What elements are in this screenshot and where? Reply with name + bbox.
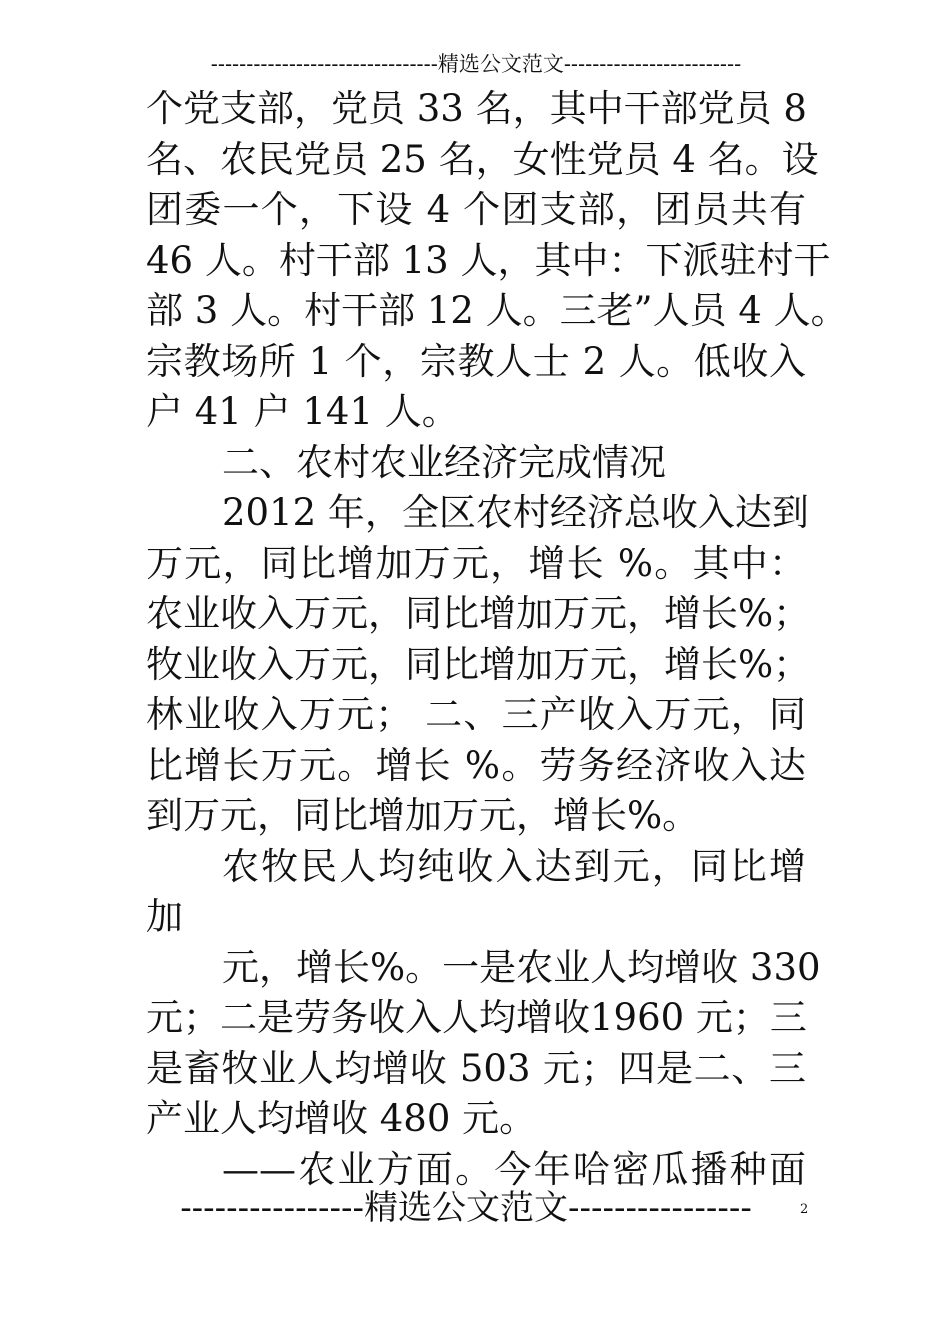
body-line-15: 到万元，同比增加万元，增长%。 (146, 794, 700, 837)
page-footer: ----------------精选公文范文---------------- (180, 1188, 752, 1228)
body-line-3: 团委一个，下设 4 个团支部，团员共有 (146, 188, 806, 231)
body-line-21: 产业人均增收 480 元。 (146, 1097, 537, 1140)
body-line-1: 个党支部，党员 33 名，其中干部党员 8 (146, 87, 807, 130)
body-line-19: 元；二是劳务收入人均增收1960 元；三 (146, 996, 807, 1039)
body-line-9: 2012 年，全区农村经济总收入达到 (222, 491, 809, 534)
body-line-10: 万元，同比增加万元，增长 %。其中： (146, 541, 806, 585)
body-line-20: 是畜牧业人均增收 503 元；四是二、三 (146, 1046, 806, 1090)
body-line-18: 元，增长%。一是农业人均增收 330 (222, 945, 821, 989)
body-line-22: ——农业方面。今年哈密瓜播种面 (222, 1147, 806, 1191)
body-line-5: 部 3 人。村干部 12 人。三老”人员 4 人。 (146, 289, 848, 332)
body-line-7: 户 41 户 141 人。 (146, 390, 459, 433)
body-line-11: 农业收入万元，同比增加万元，增长%； (146, 592, 811, 635)
page-header: --------------------------------精选公文范文------------------------- (210, 52, 742, 76)
body-line-6: 宗教场所 1 个，宗教人士 2 人。低收入 (146, 339, 806, 383)
page-number: 2 (800, 1202, 809, 1217)
body-line-2: 名、农民党员 25 名，女性党员 4 名。设 (146, 137, 819, 181)
body-line-16: 农牧民人均纯收入达到元，同比增 (222, 844, 806, 888)
section-heading: 二、农村农业经济完成情况 (222, 440, 666, 484)
body-line-12: 牧业收入万元，同比增加万元，增长%； (146, 642, 811, 686)
body-line-4: 46 人。村干部 13 人，其中：下派驻村干 (146, 238, 831, 282)
body-line-13: 林业收入万元； 二、三产收入万元，同 (146, 693, 806, 736)
body-text (146, 84, 848, 1195)
body-line-14: 比增长万元。增长 %。劳务经济收入达 (146, 743, 806, 787)
body-line-17: 加 (146, 895, 183, 938)
